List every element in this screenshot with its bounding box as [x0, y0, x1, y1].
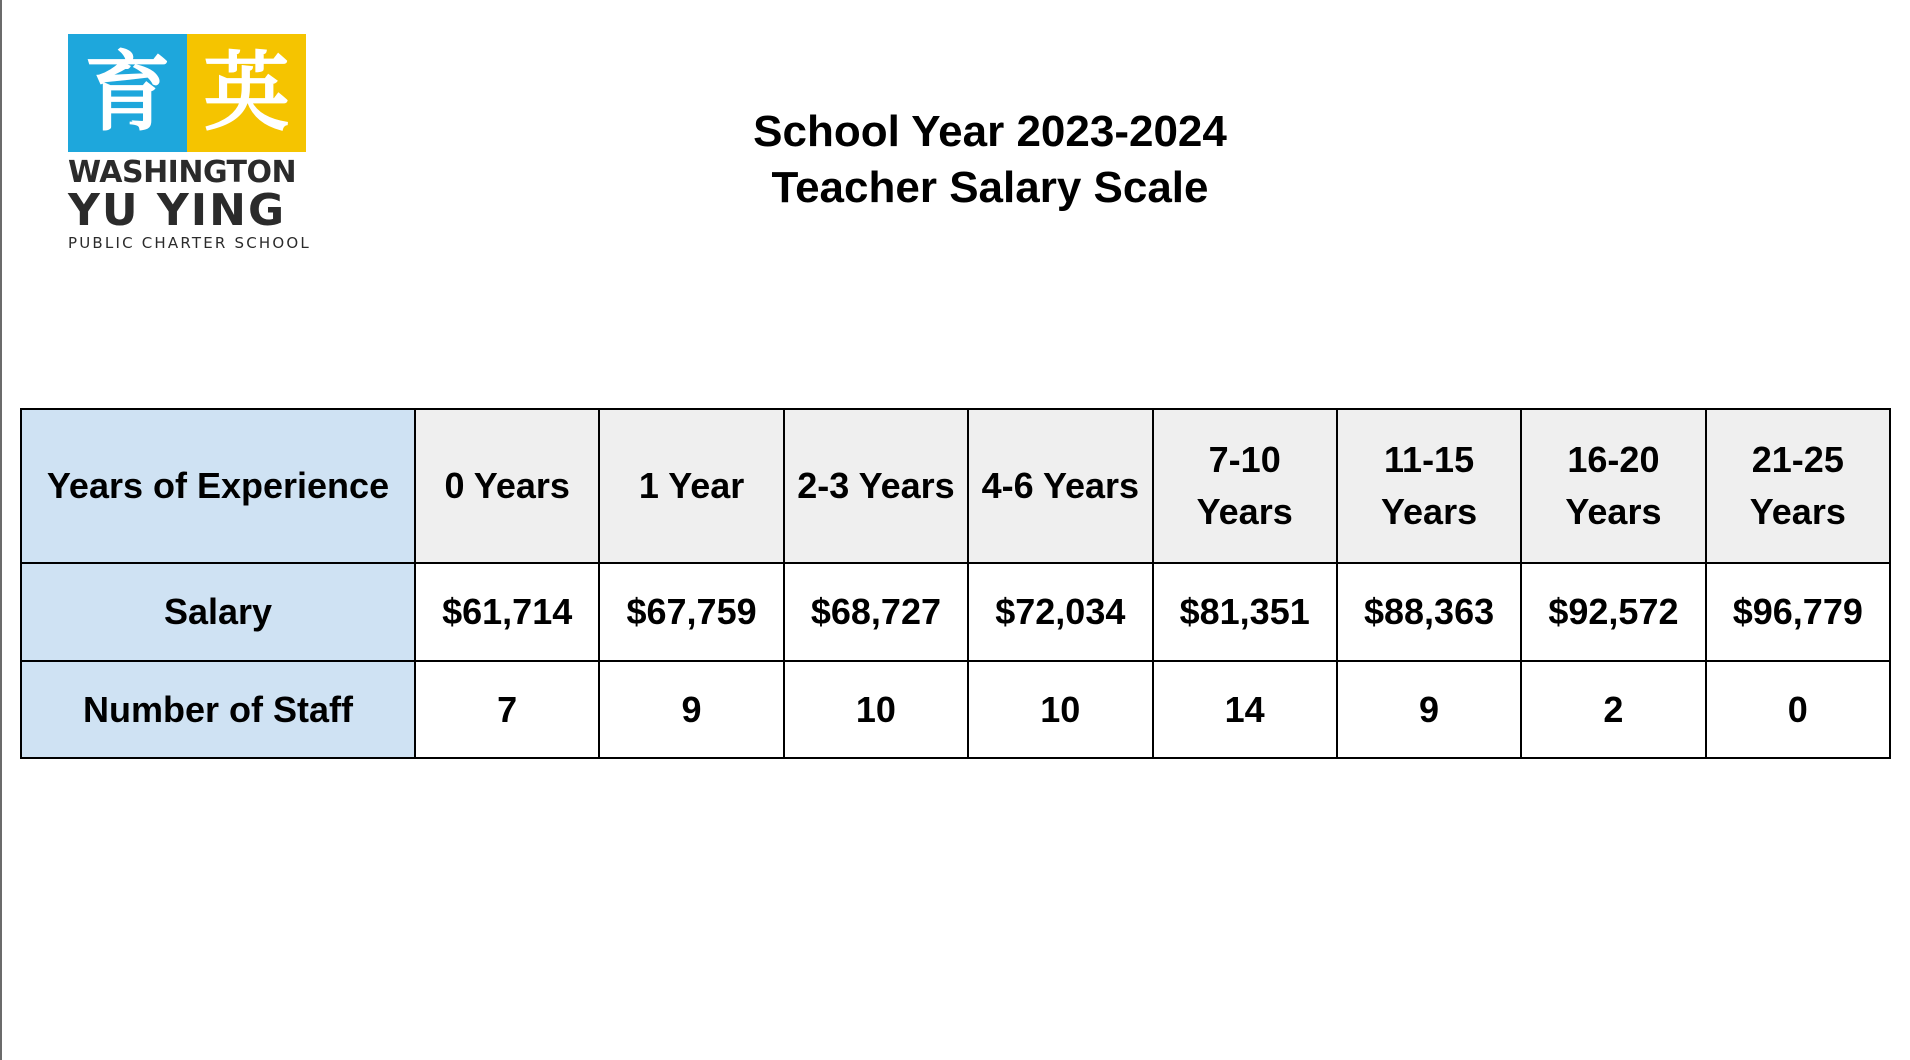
staff-count-cell: 10: [784, 661, 968, 758]
staff-count-cell: 9: [1337, 661, 1521, 758]
staff-count-cell: 2: [1521, 661, 1705, 758]
title-line-salary-scale: Teacher Salary Scale: [771, 163, 1209, 212]
logo-yellow-square: 英: [187, 34, 306, 152]
table-row-experience: [21, 409, 1890, 563]
row-label-experience: Years of Experience: [21, 409, 415, 563]
salary-scale-table: [20, 408, 1891, 759]
salary-cell: $81,351: [1153, 563, 1337, 661]
staff-count-cell: 14: [1153, 661, 1337, 758]
staff-count-cell: 9: [599, 661, 783, 758]
logo-squares: [68, 34, 306, 152]
logo-text-washington: WASHINGTON: [68, 155, 297, 190]
page-title: [600, 104, 1380, 216]
table-row-staff: [21, 661, 1890, 758]
staff-count-cell: 7: [415, 661, 599, 758]
title-line-school-year: School Year 2023-2024: [753, 107, 1227, 156]
row-label-staff: Number of Staff: [21, 661, 415, 758]
salary-cell: $96,779: [1706, 563, 1890, 661]
column-header: 7-10 Years: [1153, 409, 1337, 563]
staff-count-cell: 10: [968, 661, 1152, 758]
salary-cell: $88,363: [1337, 563, 1521, 661]
row-label-salary: Salary: [21, 563, 415, 661]
logo-blue-square: 育: [68, 34, 187, 152]
column-header: 0 Years: [415, 409, 599, 563]
salary-cell: $67,759: [599, 563, 783, 661]
page-left-border: [0, 0, 2, 1060]
logo-text-yu-ying: YU YING: [68, 185, 287, 236]
salary-cell: $92,572: [1521, 563, 1705, 661]
salary-cell: $61,714: [415, 563, 599, 661]
column-header: 1 Year: [599, 409, 783, 563]
staff-count-cell: 0: [1706, 661, 1890, 758]
logo-text-public-charter-school: PUBLIC CHARTER SCHOOL: [68, 234, 311, 252]
column-header: 4-6 Years: [968, 409, 1152, 563]
column-header: 2-3 Years: [784, 409, 968, 563]
school-logo: [68, 34, 311, 252]
salary-cell: $68,727: [784, 563, 968, 661]
salary-cell: $72,034: [968, 563, 1152, 661]
table-row-salary: [21, 563, 1890, 661]
column-header: 16-20 Years: [1521, 409, 1705, 563]
column-header: 21-25 Years: [1706, 409, 1890, 563]
column-header: 11-15 Years: [1337, 409, 1521, 563]
